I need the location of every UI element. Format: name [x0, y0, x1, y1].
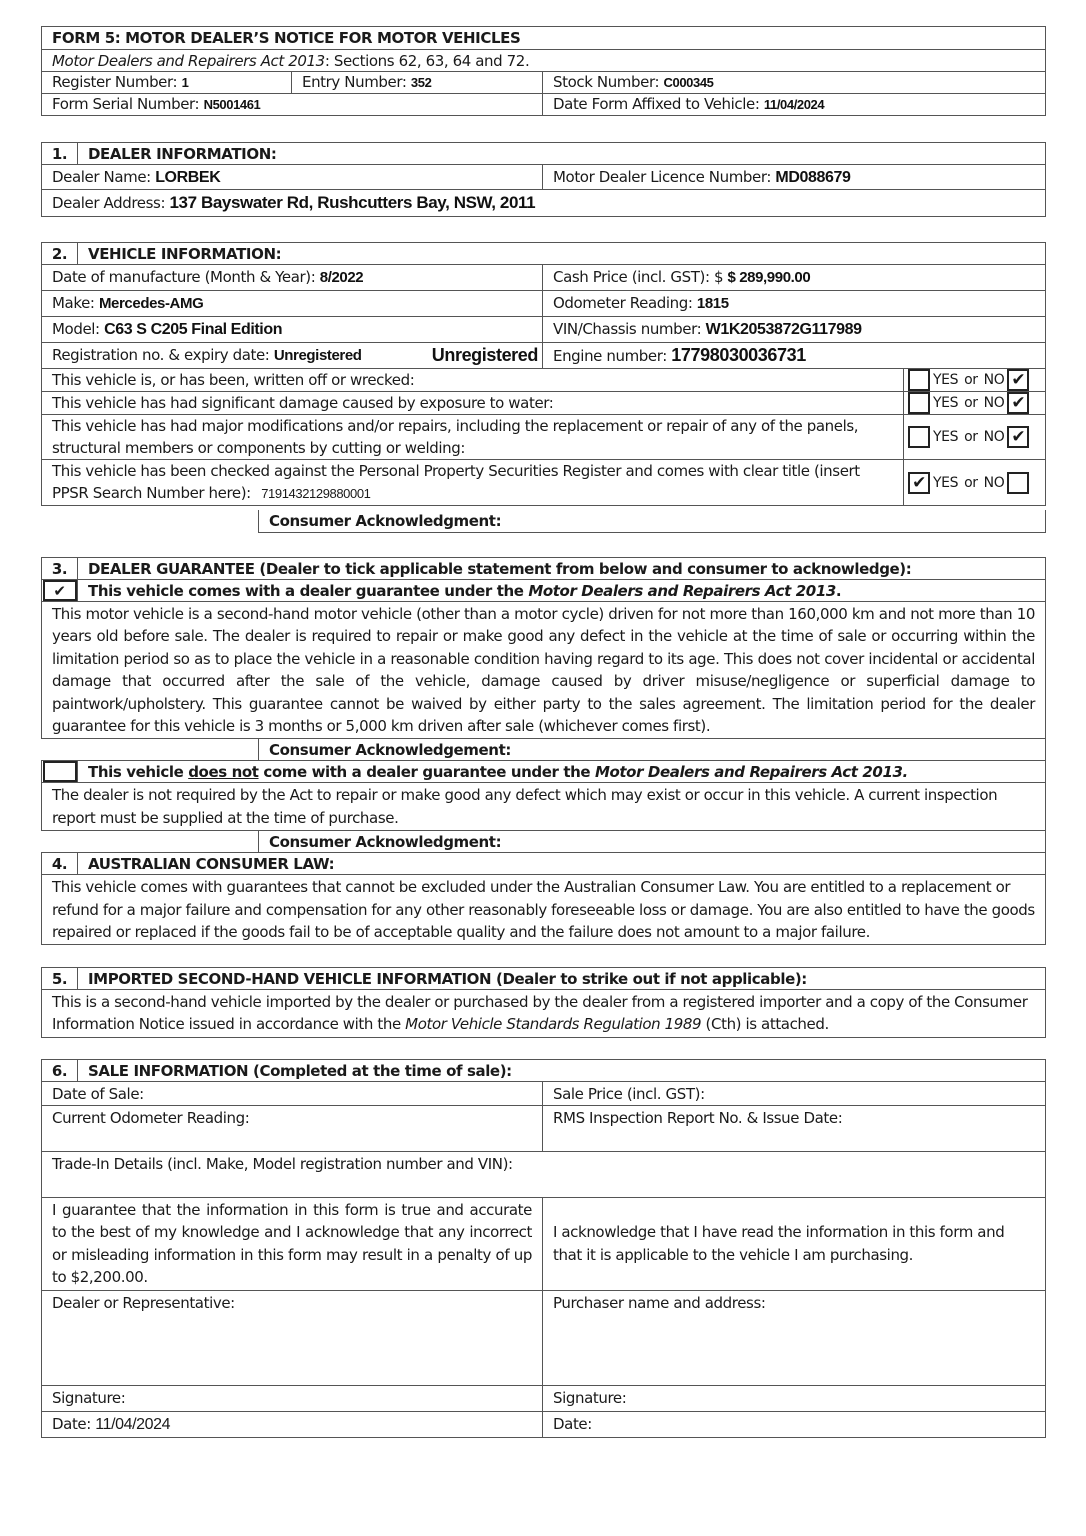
- or-label: or: [964, 395, 978, 411]
- body-suffix: (Cth) is attached.: [701, 1015, 829, 1034]
- no-label: NO: [983, 395, 1005, 411]
- check-question: This vehicle has had major modifications and/or repairs, including the replacement or repair of any of the panels, structural members or components by cutting or welding:: [42, 415, 904, 460]
- check-question: This vehicle has had significant damage caused by exposure to water:: [42, 392, 904, 415]
- trade-in-details-field[interactable]: Trade-In Details (incl. Make, Model registration number and VIN):: [42, 1152, 1046, 1198]
- dealer-name-field[interactable]: [42, 165, 543, 190]
- current-odometer-field[interactable]: Current Odometer Reading:: [42, 1106, 543, 1152]
- dealer-address-field[interactable]: [42, 190, 1046, 217]
- price-label: Cash Price (incl. GST): $: [553, 268, 724, 286]
- vehicle-information-section: [41, 242, 1046, 506]
- model-value: C63 S C205 Final Edition: [104, 321, 283, 338]
- statement-text-mid: come with a dealer guarantee under the: [258, 762, 595, 781]
- no-guarantee-checkbox[interactable]: [43, 761, 77, 782]
- cash-price-field[interactable]: [543, 265, 1046, 291]
- affixed-label: Date Form Affixed to Vehicle:: [553, 95, 760, 113]
- does-not-emphasis: does not: [188, 762, 259, 781]
- dealer-name-label: Dealer Name:: [52, 167, 151, 186]
- section-title: IMPORTED SECOND-HAND VEHICLE INFORMATION (Dealer to strike out if not applicable):: [78, 968, 1046, 990]
- register-number-field[interactable]: [42, 72, 292, 94]
- guarantee-checkbox[interactable]: ✔: [43, 580, 77, 601]
- no-guarantee-option-statement: [78, 761, 1046, 783]
- form-title: FORM 5: MOTOR DEALER’S NOTICE FOR MOTOR VEHICLES: [42, 27, 1046, 50]
- form-header: [41, 26, 1046, 116]
- dealer-address-value: 137 Bayswater Rd, Rushcutters Bay, NSW, 2011: [169, 193, 536, 212]
- serial-label: Form Serial Number:: [52, 95, 200, 113]
- yes-checkbox[interactable]: [908, 392, 930, 414]
- no-checkbox[interactable]: [1007, 472, 1029, 494]
- licence-number-field[interactable]: [543, 165, 1046, 190]
- form-serial-field[interactable]: [42, 94, 543, 116]
- purchaser-name-address-field[interactable]: Purchaser name and address:: [543, 1290, 1046, 1385]
- manufacture-value: 8/2022: [319, 269, 364, 286]
- dealer-guarantee-section: [41, 557, 1046, 945]
- body-text: This is a second-hand vehicle imported by the dealer or purchased by the dealer from a registered importer and a copy of the Consumer Information Notice issued in accordance with the: [52, 993, 1028, 1034]
- engine-label: Engine number:: [553, 347, 667, 365]
- section-number: 6.: [42, 1060, 78, 1082]
- yes-checkbox[interactable]: [908, 369, 930, 391]
- blank-cell: [42, 739, 259, 761]
- statement-suffix: .: [835, 581, 842, 600]
- purchaser-signature-field[interactable]: Signature:: [543, 1385, 1046, 1411]
- vin-field[interactable]: [543, 317, 1046, 343]
- act-reference: [42, 50, 1046, 72]
- section-title: DEALER INFORMATION:: [78, 143, 1046, 165]
- make-value: Mercedes-AMG: [98, 295, 204, 312]
- licence-value: MD088679: [775, 168, 851, 186]
- registration-expiry-value: Unregistered: [431, 345, 538, 365]
- no-guarantee-body: The dealer is not required by the Act to repair or make good any defect which may exist or occur in this vehicle. A current inspection report must be supplied at the time of purchase.: [42, 783, 1046, 831]
- act-sections: : Sections 62, 63, 64 and 72.: [324, 51, 530, 70]
- no-checkbox[interactable]: ✔: [1007, 392, 1029, 414]
- check-row-ppsr: [42, 460, 1046, 506]
- odometer-label: Odometer Reading:: [553, 294, 693, 312]
- dealer-address-label: Dealer Address:: [52, 194, 166, 212]
- section-title: SALE INFORMATION (Completed at the time of sale):: [78, 1060, 1046, 1082]
- registration-value: Unregistered: [273, 347, 362, 364]
- yes-label: YES: [933, 372, 959, 388]
- sale-information-section: [41, 1059, 1046, 1438]
- registration-field[interactable]: [42, 343, 543, 369]
- or-label: or: [964, 474, 978, 491]
- no-checkbox[interactable]: ✔: [1007, 369, 1029, 391]
- blank-cell: [42, 831, 259, 853]
- no-checkbox[interactable]: ✔: [1007, 426, 1029, 448]
- consumer-acknowledgement-guarantee[interactable]: Consumer Acknowledgement:: [259, 739, 1046, 761]
- sale-price-field[interactable]: Sale Price (incl. GST):: [543, 1082, 1046, 1106]
- make-field[interactable]: [42, 291, 543, 317]
- dealer-date-field[interactable]: [42, 1411, 543, 1437]
- or-label: or: [964, 372, 978, 388]
- consumer-acknowledgment-no-guarantee[interactable]: Consumer Acknowledgment:: [259, 831, 1046, 853]
- ppsr-number[interactable]: 7191432129880001: [261, 486, 371, 501]
- section-number: 4.: [42, 853, 78, 875]
- imported-body: [42, 990, 1046, 1038]
- yes-label: YES: [933, 474, 959, 491]
- guarantee-body: This motor vehicle is a second-hand motor vehicle (other than a motor cycle) driven for not more than 160,000 km and not more than 10 years old before sale. The dealer is required to repair or make good any defect in the vehicle at the time of sale or occurring within the limitation period so as to place the vehicle in a reasonable condition having regard to its age. This does not cover incidental or accidental damage that occurred after the sale of the vehicle, damage caused by driver misuse/negligence or superficial damage to paintwork/upholstery. This guarantee cannot be waived by either party to the sales agreement. The limitation period for the dealer guarantee for this vehicle is 3 months or 5,000 km driven after sale (whichever comes first).: [42, 602, 1046, 739]
- entry-value: 352: [410, 75, 432, 90]
- purchaser-date-field[interactable]: Date:: [543, 1411, 1046, 1437]
- dealer-name-value: LORBEK: [155, 168, 221, 186]
- imported-vehicle-section: [41, 967, 1046, 1038]
- dealer-date-label: Date:: [52, 1414, 91, 1433]
- act-name: Motor Dealers and Repairers Act 2013: [528, 581, 836, 600]
- section-number: 2.: [42, 243, 78, 265]
- regulation-name: Motor Vehicle Standards Regulation 1989: [405, 1015, 702, 1034]
- check-row-modifications: [42, 415, 1046, 460]
- yes-checkbox[interactable]: [908, 426, 930, 448]
- no-label: NO: [983, 474, 1005, 491]
- statement-text: This vehicle comes with a dealer guarantee under the: [88, 581, 529, 600]
- purchaser-statement: I acknowledge that I have read the information in this form and that it is applicable to the vehicle I am purchasing.: [543, 1198, 1046, 1291]
- check-question: This vehicle is, or has been, written off or wrecked:: [42, 369, 904, 392]
- act-name: Motor Dealers and Repairers Act 2013.: [594, 762, 908, 781]
- stock-label: Stock Number:: [553, 73, 660, 91]
- odometer-value: 1815: [696, 295, 729, 312]
- entry-number-field[interactable]: [292, 72, 543, 94]
- check-question: This vehicle has been checked against the Personal Property Securities Register and comes with clear title (insert PPSR Search Number here):: [52, 462, 860, 502]
- section-number: 5.: [42, 968, 78, 990]
- dealer-information-section: [41, 142, 1046, 217]
- serial-value: N5001461: [203, 97, 261, 112]
- vin-value: W1K2053872G117989: [705, 321, 862, 338]
- guarantee-option-statement: [78, 580, 1046, 602]
- dealer-statement: I guarantee that the information in this form is true and accurate to the best of my knowledge and I acknowledge that any incorrect or misleading information in this form may result in a penalty of up to $2,200.00.: [42, 1198, 543, 1291]
- manufacture-label: Date of manufacture (Month & Year):: [52, 268, 316, 286]
- or-label: or: [964, 429, 978, 445]
- register-label: Register Number:: [52, 73, 178, 91]
- check-row-water-damage: [42, 392, 1046, 415]
- section-number: 1.: [42, 143, 78, 165]
- date-of-sale-field[interactable]: Date of Sale:: [42, 1082, 543, 1106]
- no-label: NO: [983, 429, 1005, 445]
- stock-value: C000345: [663, 75, 714, 90]
- rms-inspection-field[interactable]: RMS Inspection Report No. & Issue Date:: [543, 1106, 1046, 1152]
- yes-label: YES: [933, 395, 959, 411]
- register-value: 1: [181, 75, 189, 90]
- act-name: Motor Dealers and Repairers Act 2013: [52, 51, 325, 70]
- section-number: 3.: [42, 558, 78, 580]
- date-affixed-field[interactable]: [543, 94, 1046, 116]
- statement-text: This vehicle: [88, 762, 189, 781]
- check-row-written-off: [42, 369, 1046, 392]
- dealer-representative-field[interactable]: Dealer or Representative:: [42, 1290, 543, 1385]
- vin-label: VIN/Chassis number:: [553, 320, 702, 338]
- section-title: AUSTRALIAN CONSUMER LAW:: [78, 853, 1046, 875]
- price-value: $ 289,990.00: [727, 269, 811, 286]
- model-label: Model:: [52, 320, 100, 338]
- yes-checkbox[interactable]: ✔: [908, 472, 930, 494]
- engine-value: 17798030036731: [671, 345, 806, 365]
- no-label: NO: [983, 372, 1005, 388]
- section-title: DEALER GUARANTEE (Dealer to tick applicable statement from below and consumer to acknowledge):: [78, 558, 1046, 580]
- stock-number-field[interactable]: [543, 72, 1046, 94]
- model-field[interactable]: [42, 317, 543, 343]
- entry-label: Entry Number:: [302, 73, 407, 91]
- engine-number-field[interactable]: [543, 343, 1046, 369]
- dealer-date-value: 11/04/2024: [95, 1415, 171, 1433]
- dealer-signature-field[interactable]: Signature:: [42, 1385, 543, 1411]
- affixed-value: 11/04/2024: [763, 97, 825, 112]
- section-title: VEHICLE INFORMATION:: [78, 243, 1046, 265]
- yes-label: YES: [933, 429, 959, 445]
- manufacture-date-field[interactable]: [42, 265, 543, 291]
- make-label: Make:: [52, 294, 95, 312]
- odometer-field[interactable]: [543, 291, 1046, 317]
- licence-label: Motor Dealer Licence Number:: [553, 167, 772, 186]
- registration-label: Registration no. & expiry date:: [52, 346, 270, 364]
- consumer-acknowledgment-vehicle[interactable]: Consumer Acknowledgment:: [258, 510, 1046, 533]
- acl-body: This vehicle comes with guarantees that cannot be excluded under the Australian Consumer Law. You are entitled to a replacement or refund for a major failure and compensation for any other reasonably foreseeable loss or damage. You are also entitled to have the goods repaired or replaced if the goods fail to be of acceptable quality and the failure does not amount to a major failure.: [42, 875, 1046, 945]
